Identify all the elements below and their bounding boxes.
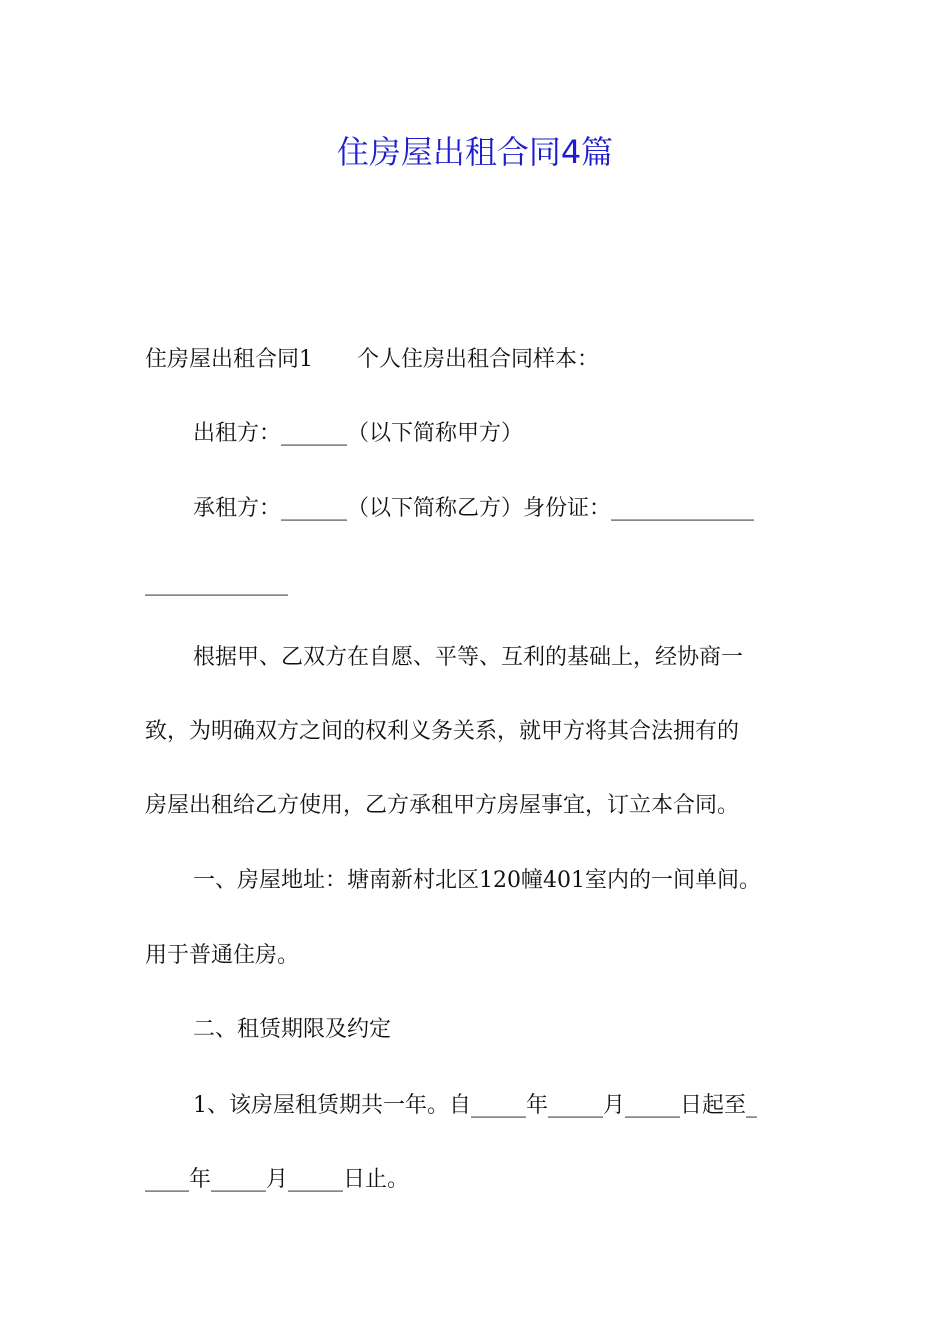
lessor-line: 出租方：______（以下简称甲方）: [193, 421, 524, 446]
clause-address-continuation: 用于普通住房。: [145, 943, 300, 968]
paragraph-line: 房屋出租给乙方使用，乙方承租甲方房屋事宜，订立本合同。: [145, 793, 740, 818]
paragraph-line: 根据甲、乙双方在自愿、平等、互利的基础上，经协商一: [193, 645, 744, 670]
lease-term-continuation: ____年_____月_____日止。: [145, 1167, 410, 1192]
clause-address-line: 一、房屋地址：塘南新村北区120幢401室内的一间单间。: [193, 868, 761, 893]
paragraph-line: 致，为明确双方之间的权利义务关系，就甲方将其合法拥有的: [145, 719, 740, 744]
lease-term-line: 1、该房屋租赁期共一年。自_____年_____月_____日起至_: [193, 1093, 757, 1118]
id-blank-line: _____________: [145, 571, 288, 596]
document-title: 住房屋出租合同4篇: [336, 133, 614, 171]
section-heading: 二、租赁期限及约定: [193, 1017, 392, 1042]
lessee-line: 承租方：______（以下简称乙方）身份证：_____________: [193, 496, 755, 521]
contract-heading-line: 住房屋出租合同1 个人住房出租合同样本：: [145, 347, 599, 372]
